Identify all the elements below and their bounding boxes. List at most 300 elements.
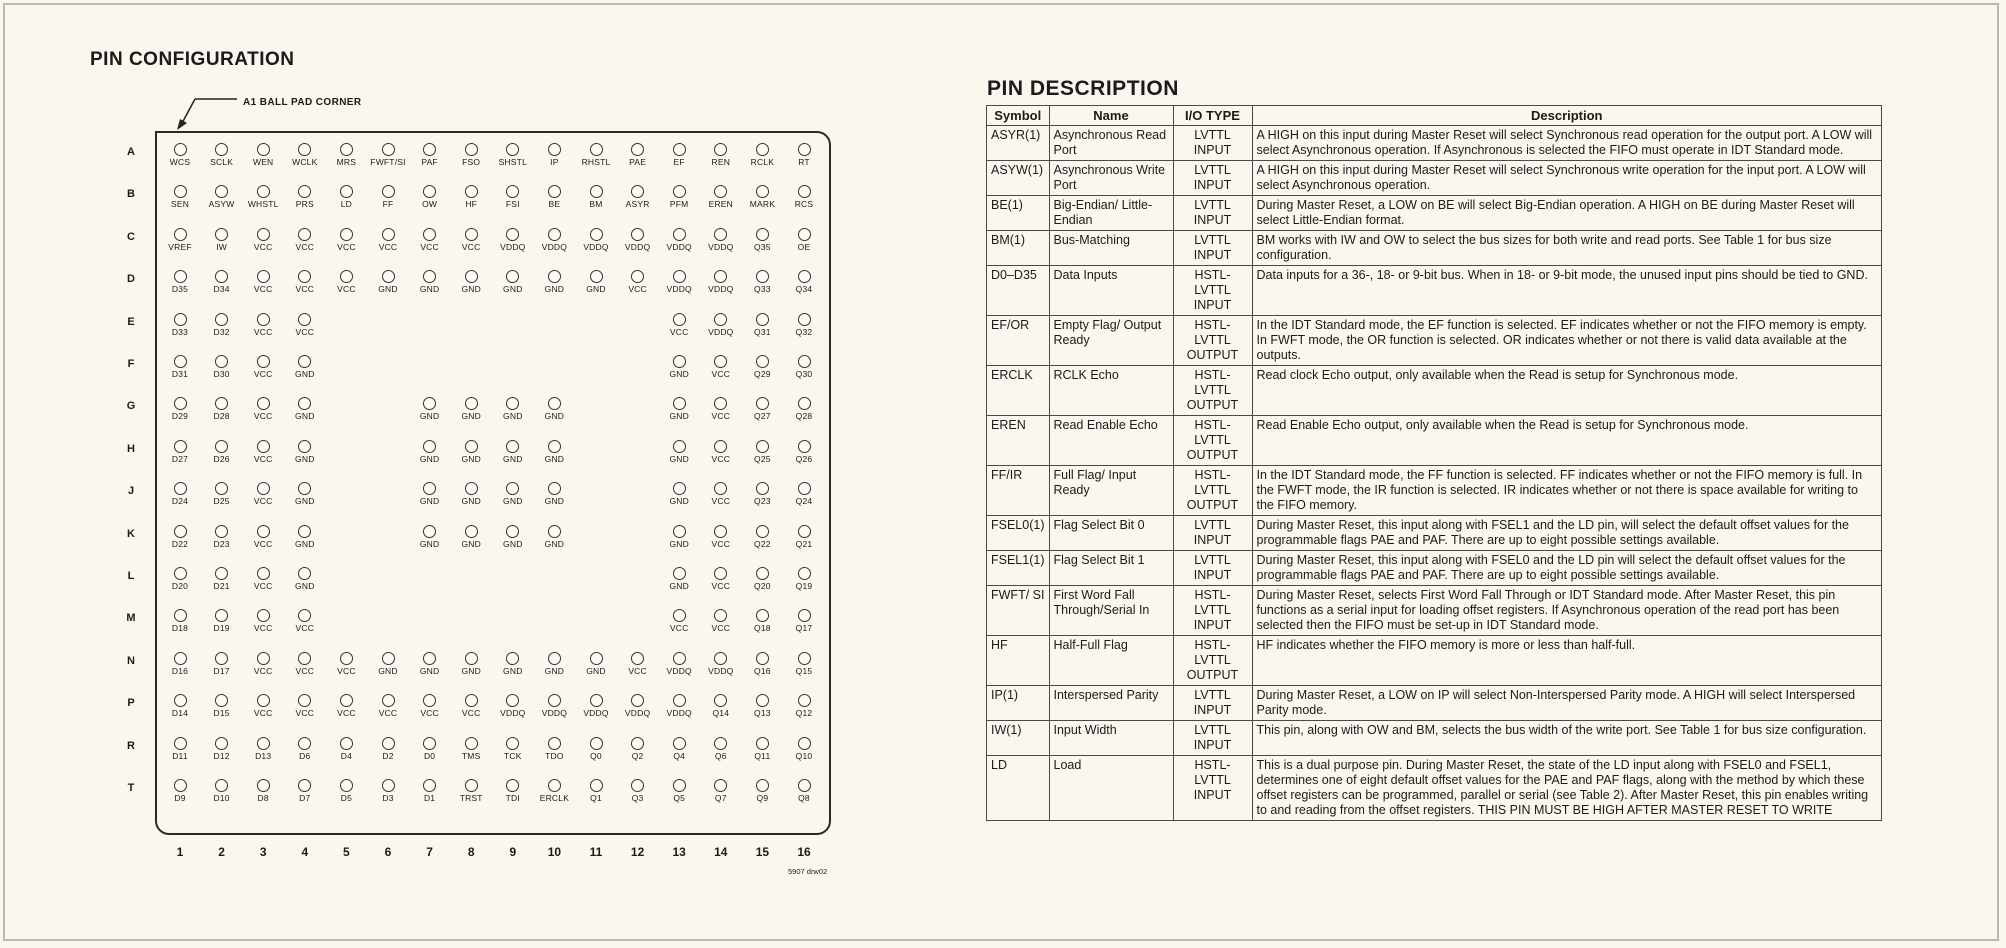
pin-name: FSI xyxy=(505,199,520,210)
pin-name: GND xyxy=(669,453,689,464)
pin-name: GND xyxy=(295,453,315,464)
pin-name: D9 xyxy=(174,793,186,803)
pin-name: VCC xyxy=(253,453,273,464)
cell-name: Full Flag/ Input Ready xyxy=(1049,466,1173,516)
pin-name: VCC xyxy=(253,623,273,634)
pin-name: GND xyxy=(586,665,606,676)
pin-name: VCC xyxy=(253,708,273,719)
cell-desc: In the IDT Standard mode, the FF function is selected. FF indicates whether or not the FIFO memory is full. In the FWFT mode, the IR function is selected. IR indicates whether or not there is space available for writing to the FIFO memory. xyxy=(1252,466,1882,516)
pin-name: GND xyxy=(419,453,440,464)
pin-name: Q13 xyxy=(754,708,771,719)
cell-symbol: BM(1) xyxy=(987,231,1050,266)
pin-name: VCC xyxy=(253,538,273,549)
pin-name: VCC xyxy=(378,708,398,719)
cell-desc: During Master Reset, a LOW on BE will select Big-Endian operation. A HIGH on BE during Master Reset will select Little-Endian format. xyxy=(1252,196,1882,231)
pin-name: GND xyxy=(544,411,565,422)
pin-name: VCC xyxy=(669,326,689,337)
table-row xyxy=(987,316,1882,366)
pin-name: TCK xyxy=(503,750,522,761)
col-header-symbol: Symbol xyxy=(987,106,1050,126)
pin-name: VDDQ xyxy=(624,708,651,719)
cell-io: LVTTL INPUT xyxy=(1173,161,1252,196)
pin-description-table xyxy=(986,105,1882,821)
pin-name: D17 xyxy=(213,665,230,676)
pin-name: ASYR xyxy=(625,199,650,210)
pin-name: VDDQ xyxy=(583,241,609,252)
pin-name: GND xyxy=(295,496,315,507)
cell-name: Bus-Matching xyxy=(1049,231,1173,266)
pin-name: PRS xyxy=(295,199,314,210)
document-page xyxy=(3,3,1999,941)
cell-desc: During Master Reset, a LOW on IP will select Non-Interspersed Parity mode. A HIGH will select Interspersed Parity mode. xyxy=(1252,686,1882,721)
pin-name: GND xyxy=(503,665,523,676)
cell-desc: Data inputs for a 36-, 18- or 9-bit bus. When in 18- or 9-bit mode, the unused input pins should be tied to GND. xyxy=(1252,266,1882,316)
pin-name: VDDQ xyxy=(708,326,734,337)
cell-io: LVTTL INPUT xyxy=(1173,721,1252,756)
pin-name: Q24 xyxy=(795,496,813,507)
pin-name: D33 xyxy=(171,326,189,337)
pin-name: Q22 xyxy=(754,538,771,549)
pin-name: Q35 xyxy=(754,241,771,252)
pin-name: D13 xyxy=(255,750,272,761)
pin-name: D27 xyxy=(171,453,189,464)
pin-name: VDDQ xyxy=(624,241,651,252)
pin-name: Q1 xyxy=(590,793,602,803)
pin-name: GND xyxy=(295,369,315,379)
pin-name: D26 xyxy=(213,453,230,464)
cell-desc: During Master Reset, this input along with FSEL1 and the LD pin, will select the default offset values for the programmable flags PAE and PAF. There are up to eight possible settings available. xyxy=(1252,516,1882,551)
table-header-row xyxy=(987,106,1882,126)
pin-name: GND xyxy=(503,453,523,464)
pin-name: D22 xyxy=(171,538,189,549)
pin-name: MARK xyxy=(749,199,776,210)
pin-name: Q33 xyxy=(754,284,771,295)
pin-name: D8 xyxy=(257,793,269,803)
pin-name: Q16 xyxy=(754,665,771,676)
pin-name: D3 xyxy=(382,793,394,803)
pin-name: VDDQ xyxy=(708,665,734,676)
pin-name: Q8 xyxy=(798,793,810,803)
pin-name: VCC xyxy=(295,241,315,252)
row-label: R xyxy=(127,739,135,752)
pin-name: RHSTL xyxy=(581,157,611,167)
pin-name: GND xyxy=(378,665,398,676)
cell-desc: A HIGH on this input during Master Reset will select Synchronous read operation for the output port. A LOW will select Asynchronous operation. If Asynchronous is selected the FIFO must operate in IDT Standard mode. xyxy=(1252,126,1882,161)
pin-name: VCC xyxy=(337,708,356,719)
pin-name: GND xyxy=(461,453,481,464)
pin-name: D2 xyxy=(382,750,394,761)
pin-name: GND xyxy=(378,284,398,295)
pin-name: VCC xyxy=(295,284,315,295)
pin-name: VCC xyxy=(295,623,315,634)
table-row xyxy=(987,126,1882,161)
pin-name: MRS xyxy=(336,157,357,167)
pin-name: D34 xyxy=(213,284,230,295)
table-row xyxy=(987,231,1882,266)
cell-name: Input Width xyxy=(1049,721,1173,756)
pin-description-title: PIN DESCRIPTION xyxy=(987,77,1179,100)
pin-name: Q6 xyxy=(714,750,727,761)
column-label: 12 xyxy=(630,845,645,859)
row-label: T xyxy=(127,782,135,794)
pin-name: GND xyxy=(503,538,523,549)
pin-name: Q18 xyxy=(754,623,771,634)
cell-symbol: FSEL1(1) xyxy=(987,551,1050,586)
pin-name: TRST xyxy=(459,793,483,803)
cell-name: Half-Full Flag xyxy=(1049,636,1173,686)
pin-name: Q3 xyxy=(631,793,644,803)
column-label: 10 xyxy=(547,845,562,859)
pin-name: GND xyxy=(461,411,481,422)
cell-desc: This is a dual purpose pin. During Master Reset, the state of the LD input along with FSEL0 and FSEL1, determines one of eight default offset values for the PAE and PAF flags, along with the method by which these offset registers can be programmed, parallel or serial (see Table 2). After Master Reset, this pin enables writing to and reading from the offset registers. THIS PIN MUST BE HIGH AFTER MASTER RESET TO WRITE xyxy=(1252,756,1882,821)
pin-name: D6 xyxy=(299,750,311,761)
column-label: 16 xyxy=(797,845,811,859)
pin-name: Q12 xyxy=(795,708,813,719)
pin-name: WEN xyxy=(252,157,274,167)
pin-name: ASYW xyxy=(208,199,235,210)
pin-name: GND xyxy=(419,411,440,422)
table-row xyxy=(987,161,1882,196)
cell-name: Asynchronous Write Port xyxy=(1049,161,1173,196)
pin-name: D32 xyxy=(213,326,230,337)
pin-name: FWFT/SI xyxy=(370,157,406,167)
table-row xyxy=(987,466,1882,516)
cell-name: Asynchronous Read Port xyxy=(1049,126,1173,161)
cell-name: Flag Select Bit 1 xyxy=(1049,551,1173,586)
corner-label: A1 BALL PAD CORNER xyxy=(243,97,362,108)
pin-name: VCC xyxy=(711,369,731,379)
pin-name: VCC xyxy=(337,665,356,676)
pin-name: Q28 xyxy=(795,411,813,422)
pin-name: VCC xyxy=(711,581,731,591)
row-label: D xyxy=(127,273,135,286)
pin-configuration-title: PIN CONFIGURATION xyxy=(90,49,295,70)
pin-name: Q26 xyxy=(795,453,813,464)
pin-name: FSO xyxy=(462,157,481,167)
pin-name: GND xyxy=(544,496,565,507)
column-label: 15 xyxy=(755,845,770,859)
pin-name: Q20 xyxy=(754,581,771,591)
column-label: 8 xyxy=(467,845,475,859)
pin-name: IW xyxy=(216,241,227,252)
pin-name: IP xyxy=(550,157,559,167)
pin-name: VDDQ xyxy=(583,708,609,719)
table-row xyxy=(987,416,1882,466)
row-label: A xyxy=(127,146,135,158)
row-label: G xyxy=(126,400,136,413)
pin-name: D24 xyxy=(171,496,189,507)
cell-symbol: ASYW(1) xyxy=(987,161,1050,196)
pin-name: HF xyxy=(465,199,478,210)
cell-symbol: ASYR(1) xyxy=(987,126,1050,161)
column-label: 2 xyxy=(218,845,225,859)
pin-name: GND xyxy=(544,665,565,676)
pin-name: Q19 xyxy=(795,581,813,591)
table-row xyxy=(987,686,1882,721)
pin-name: VCC xyxy=(711,496,731,507)
pin-name: EF xyxy=(673,157,685,167)
pin-name: Q11 xyxy=(754,750,771,761)
pin-name: RCLK xyxy=(750,157,775,167)
pin-name: VCC xyxy=(420,708,439,719)
col-header-io-type: I/O TYPE xyxy=(1173,106,1252,126)
col-header-description: Description xyxy=(1252,106,1882,126)
cell-symbol: LD xyxy=(987,756,1050,821)
pin-name: GND xyxy=(295,538,315,549)
cell-io: LVTTL INPUT xyxy=(1173,551,1252,586)
cell-name: First Word Fall Through/Serial In xyxy=(1049,586,1173,636)
pin-name: VCC xyxy=(628,284,647,295)
cell-io: LVTTL INPUT xyxy=(1173,686,1252,721)
cell-name: Load xyxy=(1049,756,1173,821)
pin-name: D10 xyxy=(213,793,230,803)
pin-name: GND xyxy=(586,284,606,295)
pin-name: PAF xyxy=(421,157,438,167)
column-label: 9 xyxy=(509,845,517,859)
table-row xyxy=(987,636,1882,686)
pin-name: Q2 xyxy=(631,750,644,761)
pin-name: Q9 xyxy=(756,793,769,803)
pin-name: VCC xyxy=(711,538,731,549)
pin-name: VCC xyxy=(711,623,731,634)
table-row xyxy=(987,721,1882,756)
cell-name: Data Inputs xyxy=(1049,266,1173,316)
pin-name: GND xyxy=(544,538,565,549)
pin-name: D16 xyxy=(171,665,189,676)
cell-name: Empty Flag/ Output Ready xyxy=(1049,316,1173,366)
table-row xyxy=(987,366,1882,416)
pin-name: D20 xyxy=(171,581,189,591)
pin-name: VCC xyxy=(378,241,398,252)
cell-name: Flag Select Bit 0 xyxy=(1049,516,1173,551)
pin-name: SEN xyxy=(170,199,190,210)
row-label: C xyxy=(127,230,135,243)
cell-desc: During Master Reset, selects First Word Fall Through or IDT Standard mode. After Master Reset, this pin functions as a serial input for loading offset registers. If Asynchronous operation of the read port has been selected then the FIFO must be set-up in IDT Standard mode. xyxy=(1252,586,1882,636)
pin-name: LD xyxy=(340,199,353,210)
column-label: 5 xyxy=(343,845,350,859)
pin-name: GND xyxy=(669,496,689,507)
pin-name: VCC xyxy=(295,665,315,676)
pin-name: D12 xyxy=(213,750,230,761)
cell-desc: During Master Reset, this input along with FSEL0 and the LD pin will select the default offset values for the programmable flags PAE and PAF. There are up to eight possible settings available. xyxy=(1252,551,1882,586)
pin-name: VCC xyxy=(337,284,356,295)
pin-name: VDDQ xyxy=(666,665,692,676)
pin-name: VCC xyxy=(711,453,731,464)
cell-io: HSTL-LVTTL OUTPUT xyxy=(1173,316,1252,366)
cell-name: Read Enable Echo xyxy=(1049,416,1173,466)
pin-name: GND xyxy=(419,538,440,549)
pin-name: Q17 xyxy=(795,623,813,634)
pin-name: VCC xyxy=(420,241,439,252)
pin-name: VDDQ xyxy=(541,241,568,252)
pin-name: Q34 xyxy=(795,284,813,295)
cell-io: HSTL-LVTTL OUTPUT xyxy=(1173,366,1252,416)
pin-name: D18 xyxy=(171,623,189,634)
pin-name: WCLK xyxy=(292,157,318,167)
pin-name: D15 xyxy=(213,708,230,719)
pin-name: VCC xyxy=(669,623,689,634)
pin-name: Q30 xyxy=(795,369,813,379)
pin-name: VDDQ xyxy=(541,708,568,719)
pin-name: Q29 xyxy=(754,369,771,379)
pin-name: GND xyxy=(461,665,481,676)
pin-name: VCC xyxy=(253,496,273,507)
pin-name: EREN xyxy=(708,199,733,210)
pin-name: GND xyxy=(544,284,565,295)
cell-name: Big-Endian/ Little-Endian xyxy=(1049,196,1173,231)
pin-name: GND xyxy=(544,453,565,464)
cell-io: HSTL-LVTTL INPUT xyxy=(1173,266,1252,316)
pin-name: VDDQ xyxy=(666,708,692,719)
pin-name: D29 xyxy=(171,411,189,422)
pin-name: VCC xyxy=(628,665,647,676)
row-label: P xyxy=(127,697,135,710)
column-label: 13 xyxy=(672,845,686,859)
cell-io: LVTTL INPUT xyxy=(1173,126,1252,161)
pin-name: Q15 xyxy=(795,665,813,676)
pin-name: D5 xyxy=(340,793,353,803)
cell-desc: HF indicates whether the FIFO memory is more or less than half-full. xyxy=(1252,636,1882,686)
cell-symbol: FF/IR xyxy=(987,466,1050,516)
pin-name: VDDQ xyxy=(666,284,692,295)
row-label: M xyxy=(126,612,136,625)
pin-name: D25 xyxy=(213,496,230,507)
pin-name: TDI xyxy=(505,793,520,803)
row-label: F xyxy=(127,358,135,370)
pin-name: VDDQ xyxy=(708,241,734,252)
pin-name: BM xyxy=(589,199,603,210)
pin-name: VCC xyxy=(711,411,731,422)
cell-symbol: FWFT/ SI xyxy=(987,586,1050,636)
pin-name: Q7 xyxy=(714,793,727,803)
cell-io: HSTL-LVTTL OUTPUT xyxy=(1173,636,1252,686)
pin-name: RT xyxy=(798,157,810,167)
pin-name: TDO xyxy=(545,750,564,761)
pin-name: OW xyxy=(422,199,438,210)
pin-name: VCC xyxy=(253,665,273,676)
pin-name: Q21 xyxy=(795,538,813,549)
cell-symbol: IP(1) xyxy=(987,686,1050,721)
column-label: 6 xyxy=(384,845,392,859)
pin-name: RCS xyxy=(794,199,814,210)
pin-name: VCC xyxy=(337,241,356,252)
cell-io: HSTL-LVTTL INPUT xyxy=(1173,756,1252,821)
pin-name: VCC xyxy=(295,708,315,719)
cell-symbol: ERCLK xyxy=(987,366,1050,416)
pin-name: GND xyxy=(503,411,523,422)
pin-name: D28 xyxy=(213,411,230,422)
table-row xyxy=(987,551,1882,586)
pin-name: GND xyxy=(419,284,440,295)
row-label: J xyxy=(127,485,135,498)
pin-name: D21 xyxy=(213,581,230,591)
cell-io: HSTL-LVTTL OUTPUT xyxy=(1173,466,1252,516)
pin-name: GND xyxy=(461,538,481,549)
pin-name: TMS xyxy=(461,750,481,761)
pin-name: D19 xyxy=(213,623,230,634)
column-label: 1 xyxy=(176,845,184,859)
cell-symbol: D0–D35 xyxy=(987,266,1050,316)
pin-name: FF xyxy=(382,199,394,210)
pin-name: VDDQ xyxy=(500,708,526,719)
pin-name: VDDQ xyxy=(666,241,692,252)
pin-name: VCC xyxy=(295,326,315,337)
table-row xyxy=(987,756,1882,821)
pin-name: Q25 xyxy=(754,453,771,464)
pin-name: GND xyxy=(461,496,481,507)
pin-name: Q27 xyxy=(754,411,771,422)
pin-name: REN xyxy=(711,157,731,167)
pin-name: VREF xyxy=(168,241,192,252)
row-label: H xyxy=(127,442,135,455)
pin-name: BE xyxy=(548,199,561,210)
pin-name: GND xyxy=(419,496,440,507)
pin-name: VCC xyxy=(253,284,273,295)
pin-name: Q14 xyxy=(712,708,730,719)
pin-name: D31 xyxy=(171,369,189,379)
pin-name: PFM xyxy=(669,199,689,210)
row-label: K xyxy=(127,527,135,540)
pin-name: D1 xyxy=(423,793,436,803)
pin-name: GND xyxy=(503,284,523,295)
pin-name: Q32 xyxy=(795,326,813,337)
cell-io: HSTL-LVTTL OUTPUT xyxy=(1173,416,1252,466)
cell-desc: Read Enable Echo output, only available when the Read is setup for Synchronous mode. xyxy=(1252,416,1882,466)
pin-name: D11 xyxy=(172,750,188,761)
pin-name: SHSTL xyxy=(498,157,527,167)
table-row xyxy=(987,586,1882,636)
cell-name: RCLK Echo xyxy=(1049,366,1173,416)
pin-name: ERCLK xyxy=(539,793,570,803)
table-row xyxy=(987,266,1882,316)
col-header-name: Name xyxy=(1049,106,1173,126)
pin-name: GND xyxy=(461,284,481,295)
cell-desc: BM works with IW and OW to select the bus sizes for both write and read ports. See Table 1 for bus size configuration. xyxy=(1252,231,1882,266)
cell-io: LVTTL INPUT xyxy=(1173,196,1252,231)
pin-name: VDDQ xyxy=(500,241,526,252)
pin-name: D0 xyxy=(423,750,436,761)
row-label: N xyxy=(127,654,135,667)
pin-name: PAE xyxy=(629,157,647,167)
drawing-id: 5907 drw02 xyxy=(788,867,828,876)
cell-io: LVTTL INPUT xyxy=(1173,516,1252,551)
pin-name: VCC xyxy=(461,708,481,719)
column-label: 7 xyxy=(426,845,433,859)
cell-desc: A HIGH on this input during Master Reset will select Synchronous write operation for the input port. A LOW will select Asynchronous operation. xyxy=(1252,161,1882,196)
column-label: 4 xyxy=(301,845,309,859)
cell-symbol: HF xyxy=(987,636,1050,686)
row-label: B xyxy=(127,188,135,201)
cell-desc: Read clock Echo output, only available when the Read is setup for Synchronous mode. xyxy=(1252,366,1882,416)
cell-io: HSTL-LVTTL INPUT xyxy=(1173,586,1252,636)
pin-name: Q23 xyxy=(754,496,771,507)
pin-name: D23 xyxy=(213,538,230,549)
column-label: 14 xyxy=(714,845,728,859)
cell-symbol: BE(1) xyxy=(987,196,1050,231)
pin-name: VCC xyxy=(253,369,273,379)
pin-name: VCC xyxy=(461,241,481,252)
pin-name: VCC xyxy=(253,326,273,337)
pin-name: D30 xyxy=(213,369,230,379)
cell-symbol: EREN xyxy=(987,416,1050,466)
cell-symbol: FSEL0(1) xyxy=(987,516,1050,551)
row-label: L xyxy=(127,570,135,582)
row-label: E xyxy=(127,315,135,328)
pin-name: VCC xyxy=(253,411,273,422)
pin-name: GND xyxy=(669,538,689,549)
cell-io: LVTTL INPUT xyxy=(1173,231,1252,266)
table-clip xyxy=(5,5,1999,889)
